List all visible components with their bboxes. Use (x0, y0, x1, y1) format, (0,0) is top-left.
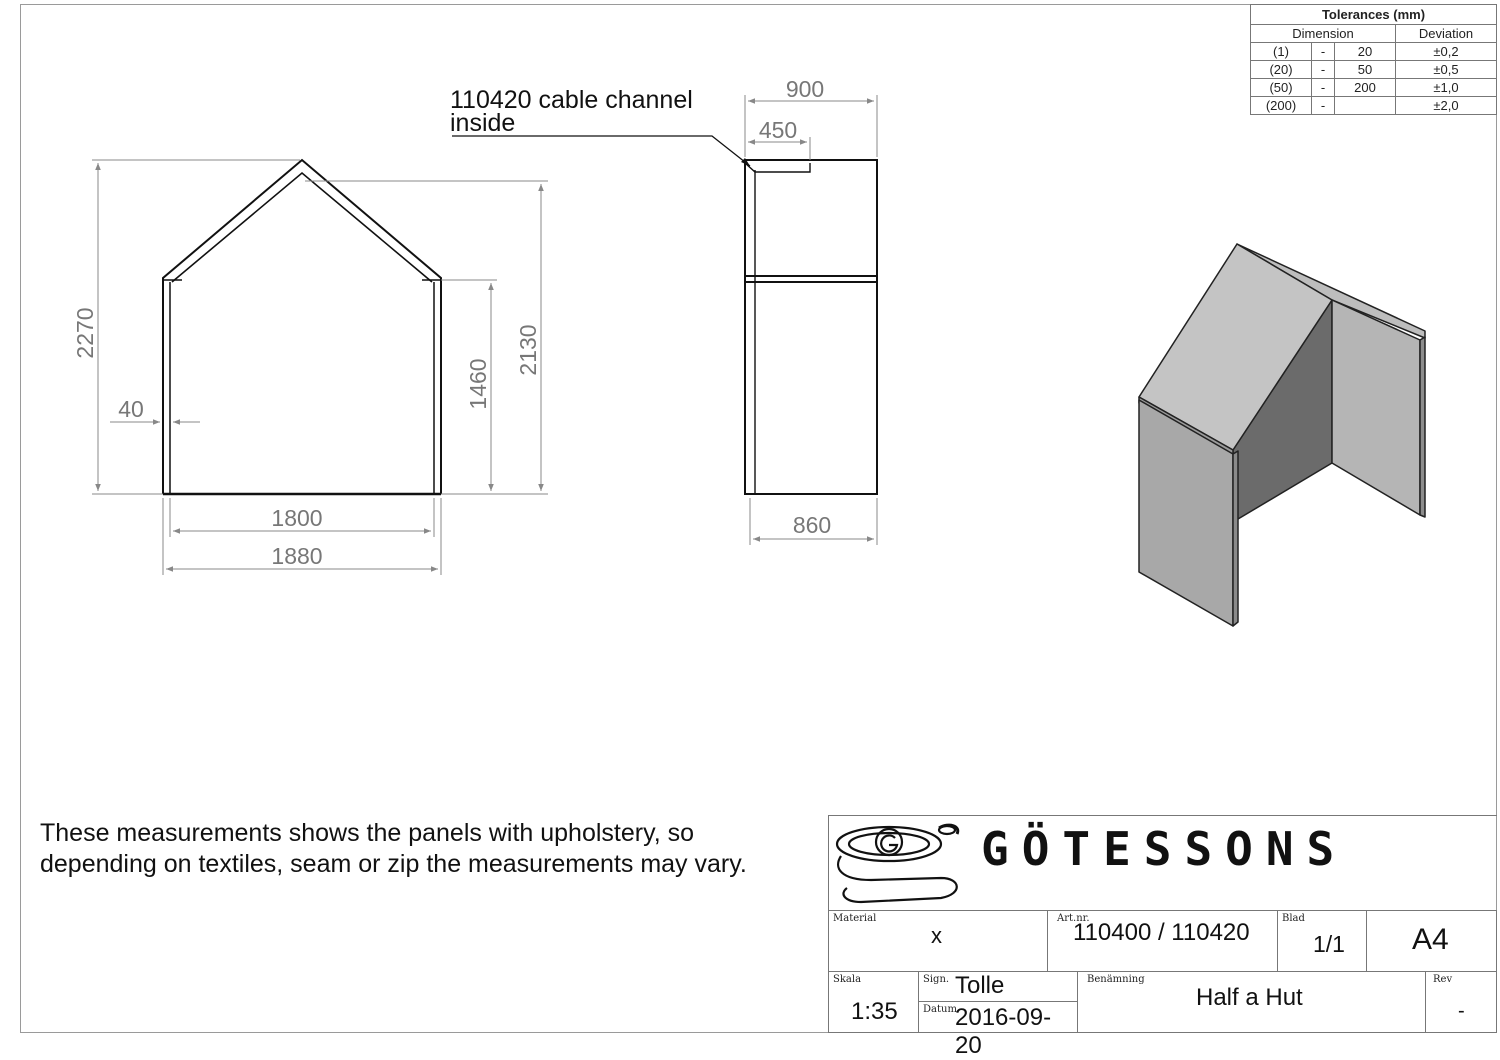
dim-label-860: 860 (792, 512, 832, 538)
artnr-cell (1047, 910, 1278, 972)
isometric-view (1139, 244, 1425, 626)
sign-value: Tolle (955, 972, 1005, 999)
tolerance-table (1250, 4, 1497, 115)
artnr-label: Art.nr. (1057, 913, 1090, 924)
front-outer-outline (163, 160, 441, 494)
tolerance-row (1251, 79, 1497, 97)
skala-value: 1:35 (851, 998, 898, 1025)
rev-cell (1425, 971, 1497, 1033)
tol-deviation: ±2,0 (1396, 97, 1497, 115)
dim-label-450: 450 (758, 117, 798, 143)
logo-row (828, 815, 1497, 910)
dim-label-1880: 1880 (271, 543, 323, 569)
dim-label-2270: 2270 (72, 307, 98, 359)
format-cell (1366, 910, 1497, 972)
dim-label-1800: 1800 (271, 505, 323, 531)
callout-text (450, 86, 693, 137)
rev-label: Rev (1433, 974, 1453, 985)
title-block (828, 815, 1497, 1059)
side-outline (745, 160, 877, 494)
tol-to: 50 (1335, 61, 1396, 79)
tolerance-row (1251, 43, 1497, 61)
tol-deviation: ±1,0 (1396, 79, 1497, 97)
tol-from: (20) (1251, 61, 1312, 79)
iso-front-panel-edge (1233, 451, 1238, 626)
rev-value: - (1458, 1000, 1465, 1022)
dim-label-1460: 1460 (465, 358, 491, 410)
callout-line-2: inside (450, 109, 516, 137)
artnr-value: 110400 / 110420 (1073, 919, 1250, 946)
blad-cell (1277, 910, 1367, 972)
tolerance-title: Tolerances (mm) (1251, 5, 1497, 25)
benamning-value: Half a Hut (1196, 984, 1303, 1011)
tolerance-header-deviation: Deviation (1396, 25, 1497, 43)
tol-deviation: ±0,2 (1396, 43, 1497, 61)
sign-label: Sign. (923, 974, 950, 985)
front-view (163, 160, 441, 494)
tol-from: (1) (1251, 43, 1312, 61)
callout-leader (452, 136, 750, 166)
tol-from: (50) (1251, 79, 1312, 97)
tol-sep: - (1312, 97, 1335, 115)
material-value: x (931, 923, 942, 948)
tol-sep: - (1312, 61, 1335, 79)
material-cell (828, 910, 1048, 972)
skala-label: Skala (833, 974, 862, 985)
tolerance-row (1251, 61, 1497, 79)
material-label: Material (833, 913, 877, 924)
tol-to: 20 (1335, 43, 1396, 61)
dim-label-900: 900 (785, 76, 825, 102)
side-dimension-labels (759, 76, 831, 538)
dim-label-40: 40 (118, 396, 144, 422)
iso-right-panel (1332, 300, 1420, 515)
blad-label: Blad (1282, 913, 1305, 924)
sign-cell (918, 971, 1078, 1002)
tolerance-row (1251, 97, 1497, 115)
tol-to: 200 (1335, 79, 1396, 97)
tol-sep: - (1312, 43, 1335, 61)
tolerance-header-dimension: Dimension (1251, 25, 1396, 43)
brand-logo-icon (831, 818, 971, 906)
tol-to (1335, 97, 1396, 115)
side-view (745, 160, 877, 494)
format-value: A4 (1412, 923, 1449, 956)
tol-sep: - (1312, 79, 1335, 97)
datum-value: 2016-09-20 (955, 1004, 1052, 1059)
benamning-label: Benämning (1087, 974, 1145, 985)
side-dimensions (745, 95, 877, 545)
tol-from: (200) (1251, 97, 1312, 115)
brand-name: GÖTESSONS (981, 822, 1348, 876)
datum-cell (918, 1001, 1078, 1059)
front-inner-roof (172, 173, 432, 282)
skala-cell (828, 971, 919, 1033)
tol-deviation: ±0,5 (1396, 61, 1497, 79)
datum-label: Datum (923, 1004, 957, 1015)
dim-label-2130: 2130 (515, 324, 541, 376)
benamning-cell (1077, 971, 1426, 1033)
front-dimension-labels (72, 307, 541, 569)
iso-right-panel-edge (1420, 337, 1425, 517)
callout-line-1: 110420 cable channel (450, 86, 693, 114)
blad-value: 1/1 (1313, 931, 1345, 957)
measurement-note: These measurements shows the panels with upholstery, so depending on textiles, seam or zip the measurements may vary. (40, 819, 747, 878)
